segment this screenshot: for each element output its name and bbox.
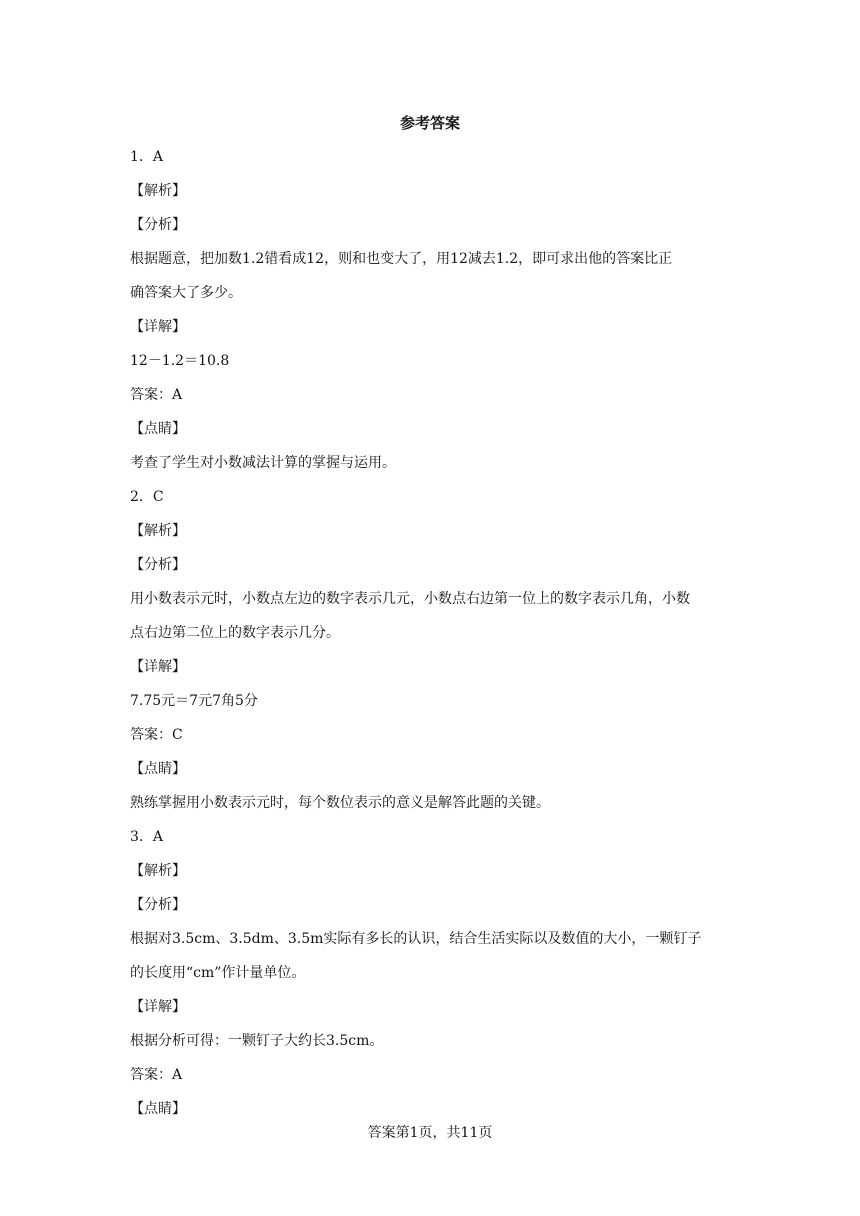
page-footer: 答案第1页，共11页 bbox=[367, 1125, 493, 1141]
answer-3-xiangjie-heading: 【详解】 bbox=[130, 999, 186, 1015]
answer-1-answer: 答案：A bbox=[130, 387, 183, 403]
answer-3-dianjing-heading: 【点睛】 bbox=[130, 1101, 186, 1117]
answer-3-analysis-line-1: 根据对3.5cm、3.5dm、3.5m实际有多长的认识，结合生活实际以及数值的大小，一颗钉子 bbox=[130, 931, 702, 947]
answer-1-comment: 考查了学生对小数减法计算的掌握与运用。 bbox=[130, 455, 396, 471]
answer-1-calculation: 12－1.2＝10.8 bbox=[130, 353, 230, 369]
page-title: 参考答案 bbox=[399, 114, 460, 132]
answer-2-xiangjie-heading: 【详解】 bbox=[130, 659, 186, 675]
answer-2-analysis-line-2: 点右边第二位上的数字表示几分。 bbox=[130, 625, 340, 641]
answer-2-analysis-line-1: 用小数表示元时，小数点左边的数字表示几元，小数点右边第一位上的数字表示几角，小数 bbox=[130, 591, 690, 607]
answer-1-fenxi-heading: 【分析】 bbox=[130, 217, 186, 233]
answer-2-answer: 答案：C bbox=[130, 727, 183, 743]
answer-3-number: 3．A bbox=[130, 829, 164, 845]
answer-2-dianjing-heading: 【点睛】 bbox=[130, 761, 186, 777]
answer-1-jiexi-heading: 【解析】 bbox=[130, 183, 186, 199]
answer-3-jiexi-heading: 【解析】 bbox=[130, 863, 186, 879]
answer-3-answer: 答案：A bbox=[130, 1067, 183, 1083]
answer-1-xiangjie-heading: 【详解】 bbox=[130, 319, 186, 335]
answer-2-jiexi-heading: 【解析】 bbox=[130, 523, 186, 539]
answer-1-analysis-line-2: 确答案大了多少。 bbox=[130, 285, 242, 301]
answer-2-comment: 熟练掌握用小数表示元时，每个数位表示的意义是解答此题的关键。 bbox=[130, 795, 550, 811]
answer-3-calculation: 根据分析可得：一颗钉子大约长3.5cm。 bbox=[130, 1033, 384, 1049]
answer-2-fenxi-heading: 【分析】 bbox=[130, 557, 186, 573]
answer-3-fenxi-heading: 【分析】 bbox=[130, 897, 186, 913]
answer-2-number: 2．C bbox=[130, 489, 164, 505]
answer-1-dianjing-heading: 【点睛】 bbox=[130, 421, 186, 437]
answer-1-analysis-line-1: 根据题意，把加数1.2错看成12，则和也变大了，用12减去1.2，即可求出他的答案比正 bbox=[130, 251, 673, 267]
answer-3-analysis-line-2: 的长度用“cm”作计量单位。 bbox=[130, 965, 306, 981]
answer-1-number: 1．A bbox=[130, 149, 164, 165]
answer-2-calculation: 7.75元＝7元7角5分 bbox=[130, 693, 258, 709]
